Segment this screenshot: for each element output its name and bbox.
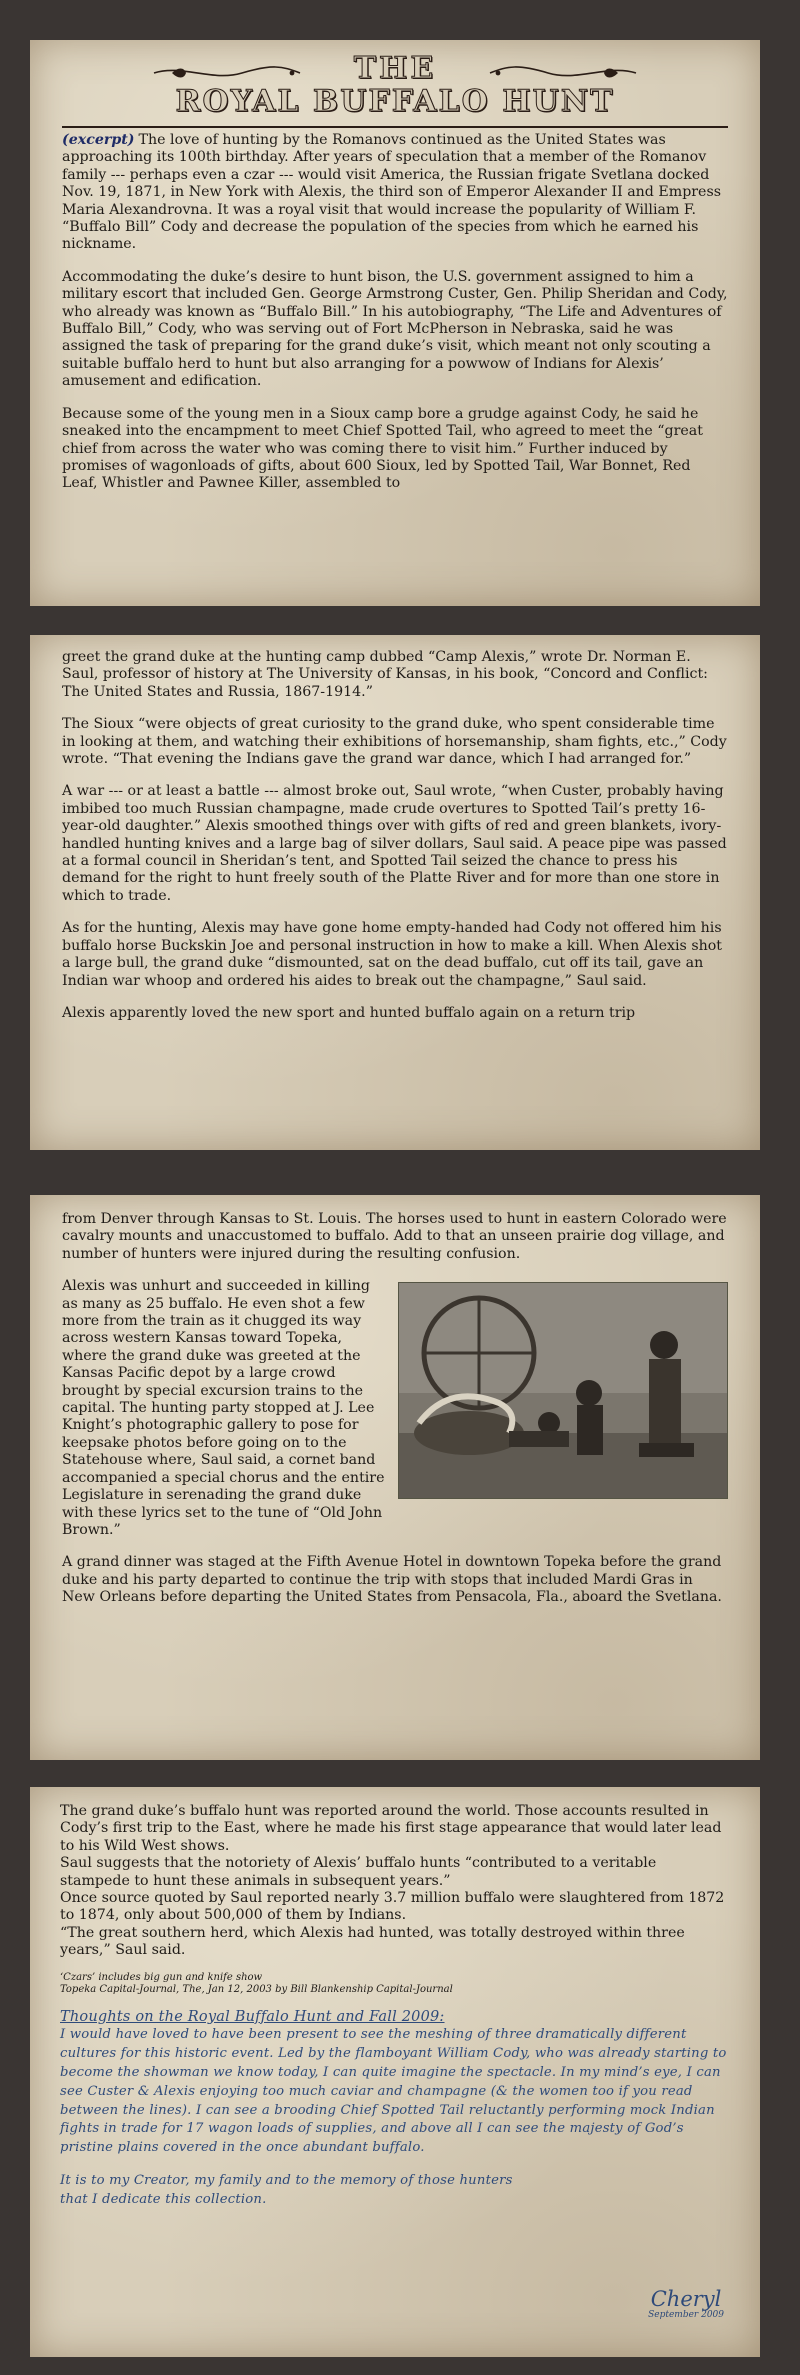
paragraph-text: The love of hunting by the Romanovs continued as the United States was approaching its 100th birthday. After years of speculation that a member of the Romanov family --- perhaps even a czar --- would visit America, the Russian frigate Svetlana docked Nov. 19, 1871, in New York with Alexis, the third son of Emperor Alexander II and Empress Maria Alexandrovna. It was a royal visit that would increase the popularity of William F. “Buffalo Bill” Cody and decrease the population of the species from which he earned his nickname.	[62, 132, 722, 253]
handwritten-heading: Thoughts on the Royal Buffalo Hunt and Fall 2009:	[60, 2008, 445, 2025]
handwritten-dedication: It is to my Creator, my family and to the memory of those hunters that I dedicate this collection.	[60, 2173, 513, 2207]
source-caption-title: ‘Czars’ includes big gun and knife show	[60, 1971, 263, 1983]
page-panel-2	[30, 635, 760, 1150]
left-flourish-ornament	[152, 64, 302, 82]
page-panel-4	[30, 1787, 760, 2357]
right-flourish-ornament	[488, 64, 638, 82]
paragraph: from Denver through Kansas to St. Louis. The horses used to hunt in eastern Colorado were cavalry mounts and unaccustomed to buffalo. Add to that an unseen prairie dog village, and number of hunters were injured during the resulting confusion.	[62, 1211, 727, 1262]
title-header	[62, 46, 728, 132]
paragraph: Accommodating the duke’s desire to hunt bison, the U.S. government assigned to him a military escort that included Gen. George Armstrong Custer, Gen. Philip Sheridan and Cody, who already was known as “Buffalo Bill.” In his autobiography, “The Life and Adventures of Buffalo Bill,” Cody, who was serving out of Fort McPherson in Nebraska, said he was assigned the task of preparing for the grand duke’s visit, which meant not only scouting a suitable buffalo herd to hunt but also arranging for a powwow of Indians for Alexis’ amusement and edification.	[62, 268, 728, 390]
paragraph: Saul suggests that the notoriety of Alexis’ buffalo hunts “contributed to a veritable stampede to hunt these animals in subsequent years.”	[60, 1855, 657, 1889]
signature-name: Cheryl	[650, 2287, 722, 2311]
paragraph: Alexis apparently loved the new sport and hunted buffalo again on a return trip	[62, 1004, 636, 1021]
paragraph: “The great southern herd, which Alexis had hunted, was totally destroyed within three years,” Saul said.	[60, 1924, 685, 1959]
page-title: ROYAL BUFFALO HUNT	[175, 84, 615, 119]
signature-date: September 2009	[648, 2310, 724, 2320]
paragraph: A war --- or at least a battle --- almost broke out, Saul wrote, “when Custer, probably having imbibed too much Russian champagne, made crude overtures to Spotted Tail’s pretty 16-year-old daughter.” Alexis smoothed things over with gifts of red and green blankets, ivory-handled hunting knives and a large bag of silver dollars, Saul said. A peace pipe was passed at a formal council in Sheridan’s tent, and Spotted Tail seized the chance to press his demand for the right to hunt freely south of the Platte River and for more than one store in which to trade.	[62, 783, 727, 904]
page-panel-3	[30, 1195, 760, 1760]
paragraph: A grand dinner was staged at the Fifth Avenue Hotel in downtown Topeka before the grand duke and his party departed to continue the trip with stops that included Mardi Gras in New Orleans before departing the United States from Pensacola, Fla., aboard the Svetlana.	[62, 1554, 722, 1606]
paragraph: The Sioux “were objects of great curiosity to the grand duke, who spent considerable time in looking at them, and watching their exhibitions of horsemanship, sham fights, etc.,” Cody wrote. “That evening the Indians gave the grand war dance, which I had arranged for.”	[62, 716, 727, 768]
paragraph: greet the grand duke at the hunting camp dubbed “Camp Alexis,” wrote Dr. Norman E. Saul, professor of history at The University of Kansas, in his book, “Concord and Conflict: The United States and Russia, 1867-1914.”	[62, 649, 708, 700]
paragraph	[62, 1278, 728, 1539]
title-the: THE	[353, 51, 437, 86]
paragraph: Once source quoted by Saul reported nearly 3.7 million buffalo were slaughtered from 1872 to 1874, only about 500,000 of them by Indians.	[60, 1890, 725, 1924]
handwritten-note: I would have loved to have been present to see the meshing of three dramatically different cultures for this historic event. Led by the flamboyant William Cody, who was already starting to become the showman we know today, I can quite imagine the spectacle. In my mind’s eye, I can see Custer & Alexis enjoying too much caviar and champagne (& the women too if you read between the lines). I can see a brooding Chief Spotted Tail reluctantly performing mock Indian fights in trade for 17 wagon loads of supplies, and above all I can see the majesty of God’s pristine plains covered in the once abundant buffalo.	[60, 2027, 727, 2156]
excerpt-label: (excerpt)	[62, 132, 135, 148]
paragraph-text: Alexis was unhurt and succeeded in killing as many as 25 buffalo. He even shot a few more from the train as it chugged its way across western Kansas toward Topeka, where the grand duke was greeted at the Kansas Pacific depot by a large crowd brought by special excursion trains to the capital. The hunting party stopped at J. Lee Knight’s photographic gallery to pose for keepsake photos before going on to the Statehouse where, Saul said, a cornet band accompanied a special chorus and the entire Legislature in serenading the grand duke with these lyrics set to the tune of “Old John Brown.”	[62, 1278, 385, 1538]
paragraph	[62, 132, 728, 254]
paragraph: The grand duke’s buffalo hunt was reported around the world. Those accounts resulted in Cody’s first trip to the East, where he made his first stage appearance that would later lead to his Wild West shows.	[60, 1803, 722, 1854]
source-caption-citation: Topeka Capital-Journal, The, Jan 12, 2003 by Bill Blankenship Capital-Journal	[60, 1983, 453, 1995]
paragraph: Because some of the young men in a Sioux camp bore a grudge against Cody, he said he sneaked into the encampment to meet Chief Spotted Tail, who agreed to meet the “great chief from across the water who was coming there to visit him.” Further induced by promises of wagonloads of gifts, about 600 Sioux, led by Spotted Tail, War Bonnet, Red Leaf, Whistler and Pawnee Killer, assembled to	[62, 405, 703, 492]
paragraph: As for the hunting, Alexis may have gone home empty-handed had Cody not offered him his buffalo horse Buckskin Joe and personal instruction in how to make a kill. When Alexis shot a large bull, the grand duke “dismounted, sat on the dead buffalo, cut off its tail, gave an Indian war whoop and ordered his aides to break out the champagne,” Saul said.	[62, 920, 722, 989]
hunting-party-photo-image	[399, 1283, 728, 1499]
historical-photo	[398, 1282, 728, 1499]
signature	[648, 2288, 724, 2321]
title-rule	[62, 126, 728, 128]
page-panel-1	[30, 40, 760, 606]
